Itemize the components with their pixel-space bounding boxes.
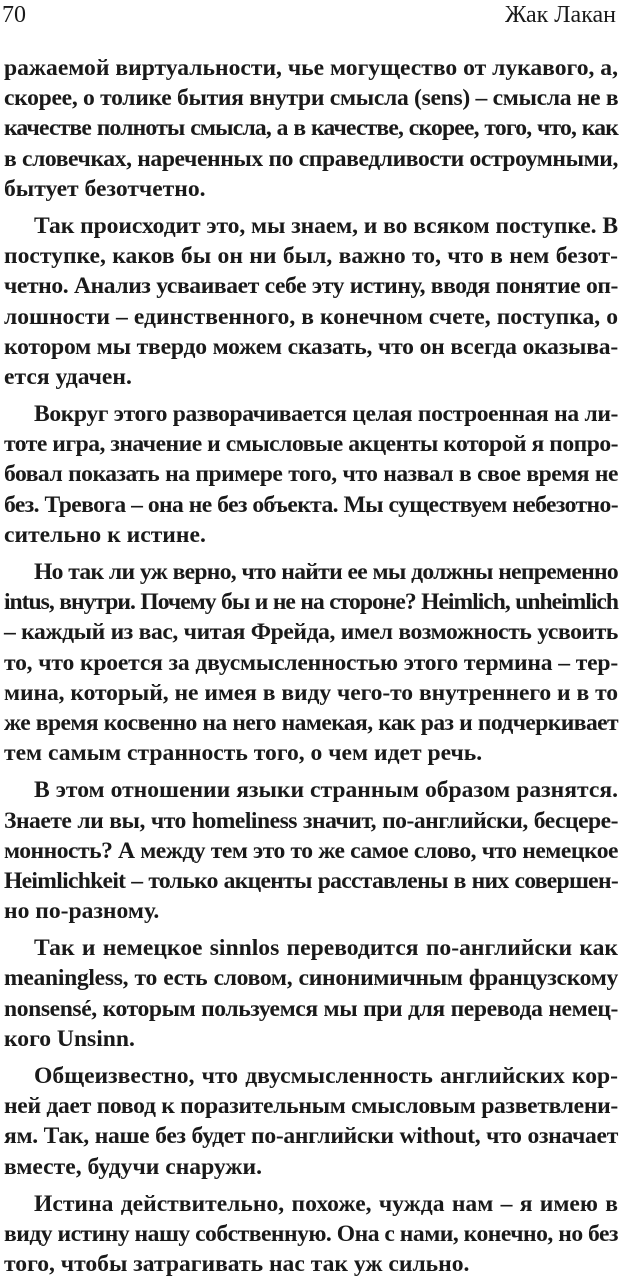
page-number: 70 [2, 2, 26, 28]
text-line: бытует безотчетно. [4, 175, 206, 202]
paragraph-gap [4, 768, 618, 775]
text-line: ражаемой виртуальности, чье могущество от лукавого, а, [4, 55, 618, 81]
text-line: В этом отношении языки странным образом разнятся. [34, 777, 618, 804]
text-line: в словечках, нареченных по справедливости остроумными, [4, 145, 618, 172]
text-line: – каждый из вас, читая Фрейда, имел возможность усвоить [4, 619, 618, 646]
text-line: кого Unsinn. [4, 1025, 135, 1052]
paragraph [4, 53, 618, 204]
text-line: монность? А между тем это то же самое слово, что немецкое [4, 837, 618, 864]
text-line: но по-разному. [4, 898, 160, 925]
text-line: nonsensé, которым пользуемся мы при для перевода немец- [4, 995, 618, 1022]
text-line: meaningless, то есть словом, синонимичным французскому [4, 965, 618, 992]
text-line: Знаете ли вы, что homeliness значит, по-английски, бесцере- [4, 807, 618, 834]
text-line: бовал показать на примере того, что назвал в свое время не [4, 461, 618, 488]
text-line: того, чтобы затрагивать нас так уж сильно. [4, 1251, 470, 1278]
text-line: мина, который, не имея в виду чего-то внутреннего и в то [4, 679, 618, 706]
text-line: Heimlichkeit – только акценты расставлены в них совершен- [4, 867, 618, 894]
text-line: сительно к истине. [4, 521, 206, 548]
paragraph-gap [4, 204, 618, 211]
text-line: тоте игра, значение и смысловые акценты которой я попро- [4, 431, 618, 458]
paragraph [4, 1061, 618, 1182]
text-line: Так и немецкое sinnlos переводится по-английски как [34, 935, 618, 962]
text-line: качестве полноты смысла, а в качестве, скорее, того, что, как [4, 115, 618, 142]
text-line: тем самым странность того, о чем идет речь. [4, 740, 483, 767]
text-line: виду истину нашу собственную. Она с нами, конечно, но без [4, 1220, 618, 1247]
running-header [2, 0, 616, 36]
text-line: котором мы твердо можем сказать, что он всегда оказыва- [4, 333, 618, 360]
body-text [4, 53, 618, 1279]
paragraph [4, 399, 618, 550]
text-line: ям. Так, наше без будет по-английски without, что означает [4, 1123, 618, 1150]
text-line: ней дает повод к поразительным смысловым разветвлени- [4, 1093, 618, 1120]
text-line: скорее, о толике бытия внутри смысла (sens) – смысла не в [4, 85, 619, 112]
text-line: четно. Анализ усваивает себе эту истину, вводя понятие оп- [4, 273, 618, 300]
paragraph-gap [4, 550, 618, 557]
text-line: ется удачен. [4, 363, 132, 390]
paragraph [4, 933, 618, 1054]
paragraph-gap [4, 1054, 618, 1061]
text-line: же время косвенно на него намекая, как раз и подчеркивает [4, 709, 618, 736]
text-line: Но так ли уж верно, что найти ее мы должны непременно [34, 559, 618, 585]
paragraph [4, 211, 618, 392]
text-line: intus, внутри. Почему бы и не на стороне? Heimlich, unheimlich [4, 589, 618, 616]
text-line: без. Тревога – она не без объекта. Мы существуем небезотно- [4, 491, 618, 518]
text-line: Так происходит это, мы знаем, и во всяком поступке. В [34, 212, 618, 239]
paragraph-gap [4, 392, 618, 399]
text-line: Общеизвестно, что двусмысленность английских кор- [34, 1063, 618, 1089]
paragraph-gap [4, 926, 618, 933]
paragraph [4, 557, 618, 768]
running-title: Жак Лакан [505, 2, 616, 28]
text-line: вместе, будучи снаружи. [4, 1153, 262, 1180]
paragraph-gap [4, 1182, 618, 1189]
text-line: лошности – единственного, в конечном счете, поступка, о [4, 303, 618, 330]
paragraph [4, 775, 618, 926]
paragraph [4, 1189, 618, 1279]
text-line: то, что кроется за двусмысленностью этого термина – тер- [4, 649, 618, 676]
text-line: Вокруг этого разворачивается целая построенная на ли- [34, 401, 618, 428]
text-line: Истина действительно, похоже, чужда нам – я имею в [34, 1190, 618, 1217]
text-line: поступке, каков бы он ни был, важно то, что в нем безот- [4, 243, 618, 270]
